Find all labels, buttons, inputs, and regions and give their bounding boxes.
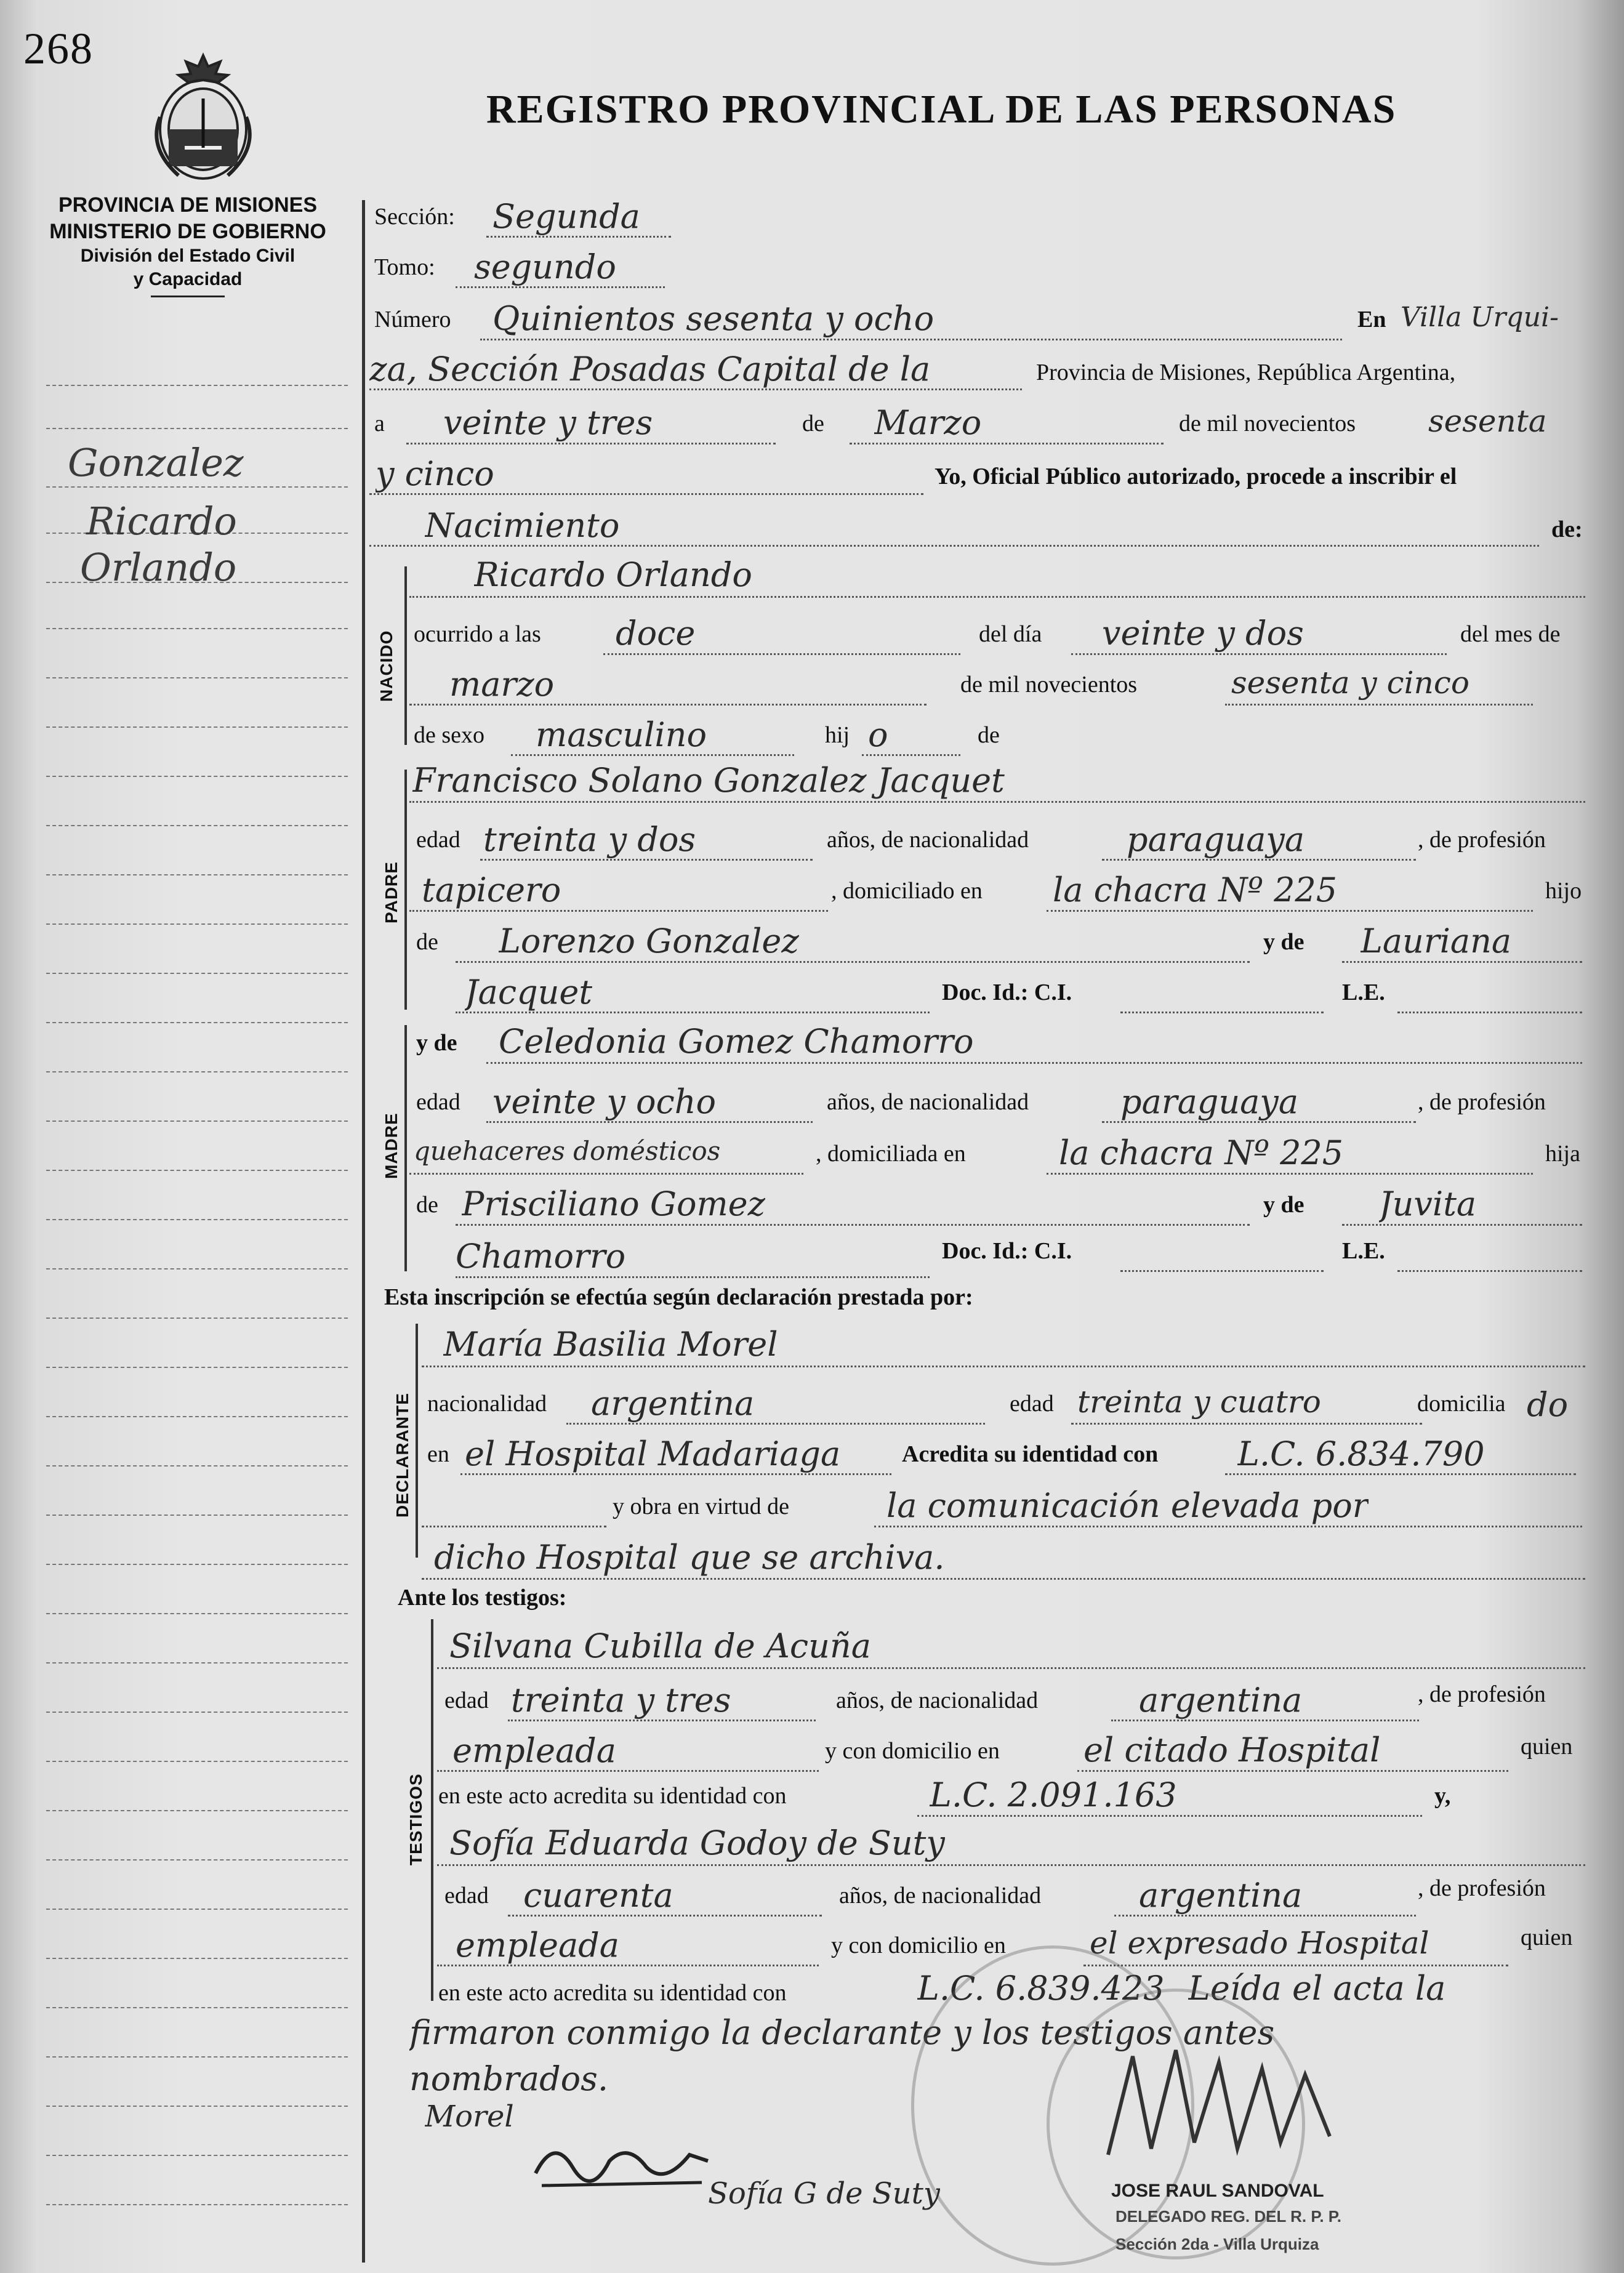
- testigo2-profesion-label: , de profesión: [1418, 1875, 1546, 1901]
- madre-edad-value: veinte y ocho: [492, 1082, 717, 1121]
- testigo2-nac-value: argentina: [1139, 1876, 1303, 1915]
- margin-line: [46, 385, 348, 386]
- del-mes-label: del mes de: [1460, 621, 1561, 647]
- margin-line: [46, 1367, 348, 1368]
- declarante-en-label: en: [427, 1441, 449, 1467]
- cierre-line-2: firmaron conmigo la declarante y los testigos antes: [409, 2013, 1275, 2052]
- madre-le-label: L.E.: [1342, 1238, 1385, 1264]
- provincia-label: Provincia de Misiones, República Argentina,: [1036, 360, 1456, 385]
- declarante-tag: DECLARANTE: [393, 1393, 412, 1518]
- obra-value-1: la comunicación elevada por: [886, 1486, 1369, 1525]
- nacido-mil-label: de mil novecientos: [960, 672, 1138, 698]
- delegate-name: JOSE RAUL SANDOVAL: [1111, 2181, 1324, 2201]
- madre-padre-value: Prisciliano Gomez: [462, 1185, 766, 1223]
- margin-line: [46, 428, 348, 429]
- office-line-2: MINISTERIO DE GOBIERNO: [49, 219, 326, 243]
- testigo1-identidad-value: L.C. 2.091.163: [930, 1776, 1177, 1814]
- document-title: REGISTRO PROVINCIAL DE LAS PERSONAS: [486, 87, 1397, 132]
- madre-rule: [404, 1025, 407, 1271]
- margin-line: [46, 2204, 348, 2205]
- seccion-value: Segunda: [492, 197, 640, 236]
- margin-line: [46, 1022, 348, 1023]
- madre-profesion-value: quehaceres domésticos: [414, 1136, 721, 1166]
- padre-tag: PADRE: [382, 861, 401, 923]
- madre-de-label: de: [416, 1192, 438, 1218]
- madre-edad-label: edad: [416, 1089, 460, 1115]
- margin-line: [46, 1662, 348, 1664]
- margin-line: [46, 1416, 348, 1417]
- nacido-mes-value: marzo: [449, 665, 555, 704]
- declarante-edad-label: edad: [1010, 1391, 1054, 1417]
- margin-line: [46, 1761, 348, 1762]
- office-line-3: División del Estado Civil: [80, 246, 295, 266]
- testigo2-edad-label: edad: [444, 1883, 489, 1909]
- margin-line: [46, 1958, 348, 1959]
- padre-le-field: [1397, 979, 1582, 1013]
- madre-le-field: [1397, 1237, 1582, 1272]
- padre-rule: [404, 770, 407, 1010]
- testigos-rule: [431, 1619, 433, 2001]
- declarante-nac-value: argentina: [591, 1384, 755, 1423]
- de-colon-label: de:: [1551, 517, 1583, 542]
- obra-label: y obra en virtud de: [613, 1494, 790, 1519]
- testigo2-domicilio-value: el expresado Hospital: [1090, 1925, 1429, 1961]
- madre-profesion-label: , de profesión: [1418, 1089, 1546, 1115]
- madre-madre-value-2: Chamorro: [456, 1237, 626, 1276]
- fecha-de-label: de: [802, 411, 824, 436]
- inscribir-label: Yo, Oficial Público autorizado, procede a inscribir el: [935, 464, 1457, 489]
- testigo1-nombre-value: Silvana Cubilla de Acuña: [449, 1627, 871, 1665]
- testigo2-nombre-value: Sofía Eduarda Godoy de Suty: [449, 1824, 945, 1862]
- fecha-anio-value-2: y cinco: [376, 454, 494, 493]
- padre-ci-field: [1120, 979, 1324, 1013]
- madre-domicilio-label: , domiciliada en: [816, 1141, 966, 1167]
- obra-pre-field: [422, 1493, 606, 1527]
- margin-second-name: Orlando: [80, 545, 237, 590]
- margin-line: [46, 486, 348, 488]
- cierre-line-3: nombrados.: [409, 2059, 609, 2098]
- cierre-line-1: Leída el acta la: [1188, 1969, 1446, 2008]
- padre-madre-value-1: Lauriana: [1361, 922, 1512, 960]
- nacido-nombre-value: Ricardo Orlando: [474, 555, 752, 594]
- margin-line: [46, 677, 348, 678]
- padre-yde-label: y de: [1263, 929, 1304, 955]
- office-underline: [151, 296, 225, 297]
- madre-madre-value-1: Juvita: [1379, 1185, 1477, 1223]
- margin-line: [46, 1318, 348, 1319]
- delegate-title: DELEGADO REG. DEL R. P. P.: [1115, 2207, 1341, 2226]
- margin-line: [46, 1909, 348, 1910]
- delegate-signature-icon: [1096, 2032, 1354, 2167]
- margin-line: [46, 2106, 348, 2107]
- margin-line: [46, 726, 348, 728]
- acredita-label: Acredita su identidad con: [902, 1441, 1159, 1467]
- testigo2-anos-label: años, de nacionalidad: [839, 1883, 1042, 1909]
- margin-line: [46, 874, 348, 875]
- nacido-rule: [404, 566, 407, 745]
- testigo1-nac-value: argentina: [1139, 1681, 1303, 1720]
- lugar-value-2: za, Sección Posadas Capital de la: [369, 350, 931, 388]
- margin-line: [46, 1712, 348, 1713]
- margin-line: [46, 628, 348, 629]
- testigo2-profesion-value: empleada: [456, 1926, 619, 1965]
- testigo1-domicilio-label: y con domicilio en: [825, 1738, 1000, 1764]
- fecha-anio-value-1: sesenta: [1428, 403, 1547, 439]
- madre-hija-label: hija: [1545, 1141, 1580, 1167]
- padre-madre-value-2: Jacquet: [465, 973, 593, 1012]
- fecha-mes-value: Marzo: [874, 403, 982, 442]
- testigo1-profesion-value: empleada: [452, 1731, 616, 1770]
- testigo1-y-label: y,: [1434, 1783, 1451, 1809]
- witness-2-signature: Sofía G de Suty: [708, 2176, 940, 2211]
- madre-yde-label: y de: [416, 1030, 457, 1056]
- padre-domicilio-label: , domiciliado en: [831, 878, 983, 904]
- padre-profesion-label: , de profesión: [1418, 827, 1546, 853]
- margin-line: [46, 1515, 348, 1516]
- nacido-anio-value: sesenta y cinco: [1231, 665, 1469, 701]
- sexo-value: masculino: [536, 715, 707, 754]
- sexo-label: de sexo: [414, 722, 485, 748]
- testigo1-profesion-label: , de profesión: [1418, 1681, 1546, 1707]
- numero-value: Quinientos sesenta y ocho: [492, 299, 935, 338]
- hij-value: o: [868, 715, 888, 754]
- padre-profesion-value: tapicero: [422, 871, 561, 909]
- hij-label: hij: [825, 722, 850, 748]
- fecha-a-label: a: [374, 411, 385, 436]
- issuing-office: [25, 192, 351, 297]
- testigo2-acredita-label: en este acto acredita su identidad con: [438, 1980, 787, 2006]
- office-line-1: PROVINCIA DE MISIONES: [58, 193, 318, 217]
- declarante-identidad-value: L.C. 6.834.790: [1237, 1434, 1485, 1473]
- declarante-nombre-value: María Basilia Morel: [443, 1325, 778, 1364]
- madre-ci-field: [1120, 1237, 1324, 1272]
- margin-line: [46, 1613, 348, 1614]
- margin-surname: Gonzalez: [68, 440, 244, 485]
- office-line-4: y Capacidad: [133, 268, 243, 289]
- acto-value: Nacimiento: [425, 506, 620, 545]
- declarante-nac-label: nacionalidad: [427, 1391, 547, 1417]
- madre-anos-label: años, de nacionalidad: [827, 1089, 1029, 1115]
- madre-domicilio-value: la chacra Nº 225: [1059, 1133, 1344, 1172]
- margin-line: [46, 1170, 348, 1171]
- argentine-coat-of-arms-icon: [142, 43, 265, 185]
- padre-nac-value: paraguaya: [1127, 820, 1305, 859]
- fecha-mil-label: de mil novecientos: [1179, 411, 1356, 436]
- margin-line: [46, 1465, 348, 1466]
- testigo1-edad-label: edad: [444, 1688, 489, 1713]
- margin-line: [46, 1120, 348, 1122]
- madre-doc-label: Doc. Id.: C.I.: [942, 1238, 1072, 1264]
- domicilia-label: domicilia: [1417, 1391, 1506, 1417]
- margin-line: [46, 1810, 348, 1811]
- padre-hijo-label: hijo: [1545, 878, 1582, 904]
- main-left-rule: [362, 200, 365, 2263]
- margin-line: [46, 923, 348, 925]
- declarante-domicilio-value: el Hospital Madariaga: [465, 1434, 841, 1473]
- margin-line: [46, 825, 348, 826]
- margin-first-name: Ricardo: [86, 499, 237, 544]
- margin-line: [46, 1219, 348, 1220]
- padre-le-label: L.E.: [1342, 980, 1385, 1005]
- fecha-dia-value: veinte y tres: [443, 403, 653, 442]
- testigo2-quien-label: quien: [1521, 1925, 1573, 1950]
- testigo2-domicilio-label: y con domicilio en: [831, 1933, 1006, 1958]
- ocurrido-label: ocurrido a las: [414, 621, 541, 647]
- padre-edad-label: edad: [416, 827, 460, 853]
- seccion-label: Sección:: [374, 204, 455, 230]
- margin-line: [46, 1071, 348, 1072]
- nacido-tag: NACIDO: [377, 630, 396, 702]
- padre-padre-value: Lorenzo Gonzalez: [499, 922, 799, 960]
- numero-label: Número: [374, 307, 451, 332]
- padre-de-label: de: [416, 929, 438, 955]
- madre-yde2-label: y de: [1263, 1192, 1304, 1218]
- margin-line: [46, 973, 348, 974]
- testigos-label: Ante los testigos:: [398, 1585, 567, 1611]
- hij-de-label: de: [978, 722, 1000, 748]
- testigo1-quien-label: quien: [1521, 1734, 1573, 1760]
- tomo-label: Tomo:: [374, 254, 435, 280]
- declarante-rule: [416, 1324, 418, 1558]
- testigo2-identidad-value: L.C. 6.839.423: [917, 1969, 1165, 2008]
- del-dia-label: del día: [979, 621, 1042, 647]
- testigo1-anos-label: años, de nacionalidad: [836, 1688, 1039, 1713]
- lugar-value-1: Villa Urqui-: [1401, 302, 1559, 333]
- en-label: En: [1357, 307, 1386, 332]
- madre-nombre-value: Celedonia Gomez Chamorro: [499, 1022, 974, 1061]
- padre-nombre-value: Francisco Solano Gonzalez Jacquet: [412, 761, 1005, 800]
- madre-nac-value: paraguaya: [1120, 1082, 1299, 1121]
- margin-line: [46, 1859, 348, 1861]
- hora-value: doce: [616, 614, 696, 653]
- declarante-signature: Morel: [425, 2099, 514, 2134]
- witness-1-signature-icon: [529, 2124, 714, 2198]
- margin-line: [46, 776, 348, 777]
- testigos-tag: TESTIGOS: [406, 1773, 425, 1865]
- padre-doc-label: Doc. Id.: C.I.: [942, 980, 1072, 1005]
- testigo1-acredita-label: en este acto acredita su identidad con: [438, 1783, 787, 1809]
- tomo-value: segundo: [474, 247, 616, 286]
- margin-line: [46, 2155, 348, 2156]
- testigo2-edad-value: cuarenta: [523, 1876, 673, 1915]
- testigo1-domicilio-value: el citado Hospital: [1083, 1731, 1381, 1769]
- madre-tag: MADRE: [382, 1112, 401, 1179]
- declarante-edad-value: treinta y cuatro: [1077, 1384, 1321, 1420]
- margin-line: [46, 1268, 348, 1269]
- obra-value-2: dicho Hospital que se archiva.: [434, 1538, 945, 1577]
- folio-number: 268: [23, 24, 94, 73]
- margin-line: [46, 2056, 348, 2058]
- testigo1-edad-value: treinta y tres: [511, 1681, 731, 1720]
- padre-edad-value: treinta y dos: [483, 820, 696, 859]
- margin-line: [46, 2007, 348, 2008]
- declaracion-label: Esta inscripción se efectúa según declaración prestada por:: [384, 1284, 973, 1310]
- domicilia-suffix-value: do: [1527, 1385, 1569, 1424]
- padre-anos-label: años, de nacionalidad: [827, 827, 1029, 853]
- delegate-office: Sección 2da - Villa Urquiza: [1115, 2235, 1319, 2253]
- padre-domicilio-value: la chacra Nº 225: [1053, 871, 1338, 909]
- nacido-dia-value: veinte y dos: [1102, 614, 1304, 653]
- margin-line: [46, 1564, 348, 1565]
